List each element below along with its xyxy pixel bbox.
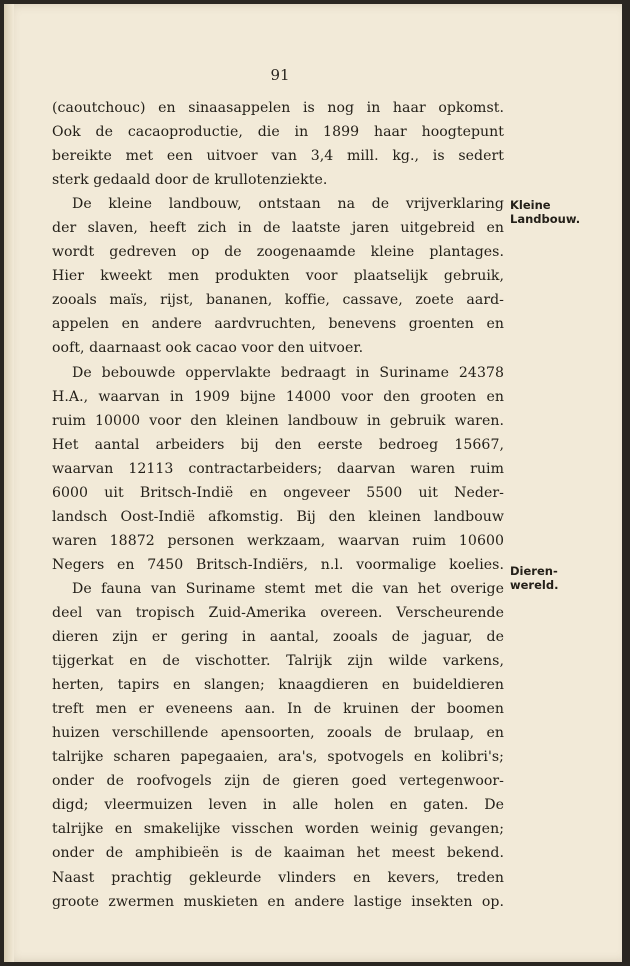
text-line: onder de roofvogels zijn de gieren goed vertegenwoor-: [52, 773, 504, 790]
text-line: appelen en andere aardvruchten, benevens groenten en: [52, 316, 504, 333]
text-line: Ook de cacaoproductie, die in 1899 haar hoogtepunt: [52, 124, 504, 141]
text-line: Het aantal arbeiders bij den eerste bedroeg 15667,: [52, 436, 504, 453]
text-line: digd; vleermuizen leven in alle holen en gaten. De: [52, 797, 504, 814]
margin-note-line: Landbouw.: [510, 212, 581, 226]
text-line: landsch Oost-Indië afkomstig. Bij den kleinen landbouw: [52, 508, 504, 525]
body-text: [52, 96, 504, 914]
text-line: herten, tapirs en slangen; knaagdieren en buideldieren: [52, 677, 504, 694]
text-line: De fauna van Suriname stemt met die van het overige: [72, 580, 504, 597]
text-line: der slaven, heeft zich in de laatste jaren uitgebreid en: [52, 220, 504, 237]
text-line: 6000 uit Britsch-Indië en ongeveer 5500 uit Neder-: [52, 484, 504, 501]
margin-note-line: Kleine: [510, 198, 551, 212]
margin-note-kleine-landbouw: [510, 198, 600, 226]
text-line: Negers en 7450 Britsch-Indiërs, n.l. voormalige koelies.: [52, 556, 504, 573]
text-line: dieren zijn er gering in aantal, zooals de jaguar, de: [52, 629, 504, 646]
margin-note-line: wereld.: [510, 578, 559, 592]
text-line: wordt gedreven op de zoogenaamde kleine plantages.: [52, 244, 504, 261]
text-line: waren 18872 personen werkzaam, waarvan ruim 10600: [52, 532, 504, 549]
text-line: talrijke scharen papegaaien, ara's, spotvogels en kolibri's;: [52, 749, 504, 766]
text-line: sterk gedaald door de krullotenziekte.: [52, 172, 328, 189]
text-line: waarvan 12113 contractarbeiders; daarvan waren ruim: [52, 460, 504, 477]
text-line: bereikte met een uitvoer van 3,4 mill. kg., is sedert: [52, 148, 504, 165]
text-line: (caoutchouc) en sinaasappelen is nog in haar opkomst.: [52, 100, 504, 116]
text-line: huizen verschillende apensoorten, zooals de brulaap, en: [52, 725, 504, 742]
text-line: treft men er eveneens aan. In de kruinen der boomen: [52, 701, 504, 718]
text-line: Naast prachtig gekleurde vlinders en kevers, treden: [52, 869, 504, 886]
text-line: zooals maïs, rijst, bananen, koffie, cassave, zoete aard-: [52, 292, 504, 309]
page-number: 91: [270, 66, 290, 84]
page-gutter: [4, 4, 14, 962]
text-line: ooft, daarnaast ook cacao voor den uitvoer.: [52, 340, 364, 357]
text-line: groote zwermen muskieten en andere lastige insekten op.: [52, 893, 504, 910]
text-line: Hier kweekt men produkten voor plaatselijk gebruik,: [52, 268, 504, 285]
text-line: talrijke en smakelijke visschen worden weinig gevangen;: [52, 821, 504, 838]
text-line: De bebouwde oppervlakte bedraagt in Suriname 24378: [72, 364, 504, 381]
text-line: onder de amphibieën is de kaaiman het meest bekend.: [52, 845, 504, 862]
text-line: deel van tropisch Zuid-Amerika overeen. Verscheurende: [52, 604, 504, 621]
margin-note-dierenwereld: [510, 564, 600, 592]
text-line: De kleine landbouw, ontstaan na de vrijverklaring: [72, 196, 504, 213]
text-line: H.A., waarvan in 1909 bijne 14000 voor den grooten en: [52, 388, 504, 405]
text-line: ruim 10000 voor den kleinen landbouw in gebruik waren.: [52, 412, 504, 429]
margin-note-line: Dieren-: [510, 564, 558, 578]
text-line: tijgerkat en de vischotter. Talrijk zijn wilde varkens,: [52, 653, 504, 670]
